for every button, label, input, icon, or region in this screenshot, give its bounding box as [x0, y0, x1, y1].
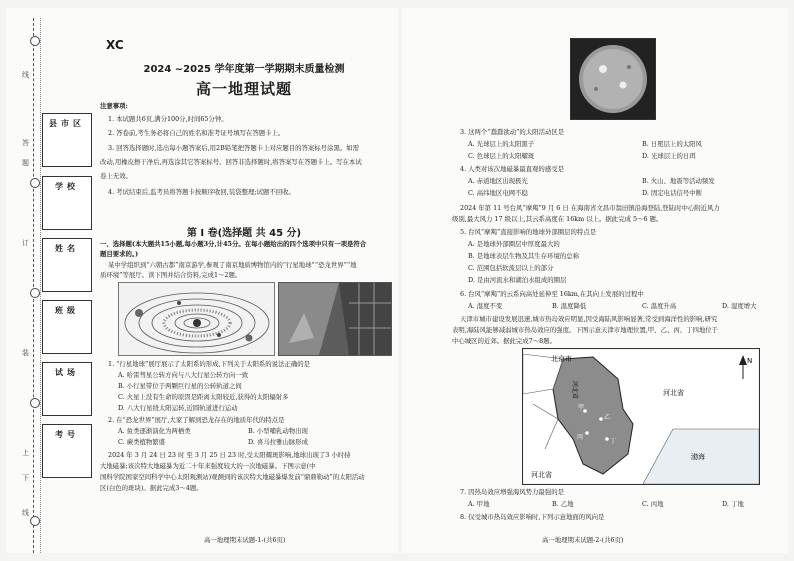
section-intro: 一、选择题(本大题共15小题,每小题3分,计45分。在每小题给出的四个选项中只有一项是符合 — [100, 240, 367, 248]
map-label-hebei: 河北省 — [663, 389, 684, 397]
q4-option: D. 固定电话信号中断 — [642, 189, 703, 197]
q2-option: C. 蕨类植物繁盛 — [118, 438, 166, 446]
exam-title: 2024 ~2025 学年度第一学期期末质量检测 — [143, 64, 345, 75]
map-label-beijing: 北京市 — [551, 355, 572, 363]
question-8: 8. 仅受城市热岛效应影响时,下列示意地面的风向是 — [460, 513, 605, 521]
binding-hole — [30, 178, 40, 188]
note-line: 2. 答卷前,考生务必将自己的姓名和准考证号填写在答题卡上。 — [108, 129, 285, 137]
passage-line: 某中学组织到“六朝古都”南京游学,参观了南京地质博物馆内的“行星地球”“恐龙世界”“地 — [108, 261, 357, 269]
note-line: 改动,用橡皮擦干净后,再选涂其它答案标号。回答非选择题时,将答案写在答题卡上。写在本试 — [100, 158, 362, 166]
page-right — [402, 8, 788, 553]
side-mark: 题 — [22, 159, 29, 167]
cut-line — [33, 18, 34, 553]
fold-line — [40, 18, 41, 553]
passage-line: 国科学院国家空间科学中心太阳观测站)观测到的该次特大地磁暴爆发前“鼎鼎勒动”的太阳活动 — [100, 473, 365, 481]
solar-activity-photo — [570, 38, 656, 120]
q3-option: A. 光球层上的太阳黑子 — [468, 140, 535, 148]
field-county[interactable]: 县市区 — [42, 113, 92, 167]
map-label-jia: 甲 — [578, 404, 585, 411]
q7-option: C. 丙地 — [642, 500, 664, 508]
q3-option: C. 色球层上的太阳耀斑 — [468, 152, 535, 160]
q4-option: B. 火山、地震等活动频发 — [642, 177, 715, 185]
q1-option: D. 八大行星绕太阳运转,近圆轨道进行运动 — [118, 404, 238, 412]
map-label-yi: 乙 — [604, 414, 611, 421]
q2-option: B. 小型哺乳动物出现 — [248, 427, 308, 435]
map-label-hebei: 河北省 — [571, 381, 578, 400]
binding-hole — [30, 288, 40, 298]
side-mark: 订 — [22, 239, 29, 247]
section-intro: 题目要求的。) — [100, 250, 139, 258]
q7-option: A. 甲地 — [468, 500, 490, 508]
north-label: N — [747, 357, 753, 365]
binding-strip — [16, 18, 96, 553]
passage-line: 级别,最大风力 17 级以上,其云系高度在 16km 以上。据此完成 5～6 题。 — [452, 215, 663, 223]
question-5: 5. 台风“摩羯”直接影响的地球外部圈层的特点是 — [460, 228, 597, 236]
passage-line: 质环境”等展厅。读下图并结合资料,完成1～2题。 — [100, 271, 242, 279]
line-char: 线 — [22, 71, 29, 79]
passage-line: 大地磁暴;该次特大地磁暴为近二十年来强度较大的一次地磁暴。下图示意(中 — [100, 462, 316, 470]
tianjin-map — [522, 348, 760, 485]
map-label-hebei: 河北省 — [531, 471, 552, 479]
passage-line: 区(白色的斑块)。据此完成3～4题。 — [100, 484, 203, 492]
question-3: 3. 这两个“蠢蠢欲动”的太阳活动区是 — [460, 128, 565, 136]
q1-option: B. 小行星带位于两颗巨行星的公转轨道之间 — [118, 382, 242, 390]
q6-option: C. 温度升高 — [642, 302, 677, 310]
q5-option: C. 范围包括软流层以上的部分 — [468, 264, 554, 272]
q6-option: A. 湿度不变 — [468, 302, 503, 310]
map-label-ding: 丁 — [610, 438, 617, 445]
note-line: 3. 回答选择题时,选出每小题答案后,用2B铅笔把答题卡上对应题目的答案标号涂黑。如需 — [108, 144, 360, 152]
q5-option: D. 是由河流水和湖泊水组成的圈层 — [468, 276, 567, 284]
side-mark: 装 — [22, 349, 29, 357]
solar-system-drawing — [119, 283, 274, 355]
passage-line: 表明,海陆风能够减弱城市热岛效应的强度。下图示意天津市地理位置,甲、乙、丙、丁四地位于 — [452, 326, 719, 334]
map-label-bohai: 渤海 — [691, 453, 705, 461]
q1-option: C. 火星上没有生命的原因是距离太阳较近,获得的太阳辐射多 — [118, 393, 289, 401]
passage-line: 2024 年第 11 号台风“摩羯”9 月 6 日 在海南省文昌市翁田镇沿海登陆,登陆时中心附近风力 — [460, 204, 720, 212]
page-footer: 高一地理期末试题-2-(共6页) — [542, 536, 624, 544]
q1-option: A. 哈雷彗星公转方向与八大行星公转方向一致 — [118, 371, 249, 379]
page-footer: 高一地理期末试题-1-(共6页) — [204, 536, 286, 544]
q6-option: D. 湿度增大 — [722, 302, 757, 310]
solar-system-figure — [118, 282, 275, 356]
passage-line: 天津市城市建设发展迅速,城市热岛效应明显,因受海陆风影响显著,常受到海洋性的影响,研究 — [460, 315, 718, 323]
passage-line: 2024 年 3 月 24 日 23 时 至 3 月 25 日 23 时,受太阳耀斑影响,地球出现了3 小时持 — [108, 451, 351, 459]
q7-option: B. 乙地 — [552, 500, 574, 508]
note-line: 卷上无效。 — [100, 172, 132, 180]
subject-title: 高一地理试题 — [195, 80, 292, 98]
q3-option: D. 光球层上的日珥 — [642, 152, 696, 160]
q4-option: C. 高纬地区电网不稳 — [468, 189, 528, 197]
page-left — [6, 8, 398, 553]
note-line: 1. 本试题共6页,满分100分,时间65分钟。 — [108, 115, 228, 123]
exam-tag: XC — [106, 38, 124, 52]
question-6: 6. 台风“摩羯”的云系向高处延伸至 16km,在其向上发展的过程中 — [460, 290, 644, 298]
field-room[interactable]: 试场 — [42, 362, 92, 416]
q5-option: A. 是地球外部圈层中厚度最大的 — [468, 240, 560, 248]
sun-drawing — [571, 39, 655, 119]
field-exam-number[interactable]: 考号 — [42, 424, 92, 478]
side-mark: 答 — [22, 139, 29, 147]
field-school[interactable]: 学校 — [42, 176, 92, 230]
tianjin-map-drawing — [523, 349, 759, 484]
binding-hole — [30, 516, 40, 526]
question-7: 7. 因热岛效应增强海风势力最强的是 — [460, 488, 564, 496]
binding-hole — [30, 398, 40, 408]
q6-option: B. 温度降低 — [552, 302, 587, 310]
passage-line: 中心城区的近郊。据此完成7～8题。 — [452, 337, 556, 345]
q7-option: D. 丁地 — [722, 500, 744, 508]
side-mark: 上 — [22, 449, 29, 457]
q3-option: B. 日冕层上的太阳风 — [642, 140, 702, 148]
map-label-bing: 丙 — [577, 434, 584, 441]
field-class[interactable]: 班级 — [42, 300, 92, 354]
q2-option: A. 鱼类逐渐演化为两栖类 — [118, 427, 191, 435]
dinosaur-fossil-photo — [278, 282, 392, 356]
section-title: 第 Ⅰ 卷(选择题 共 45 分) — [186, 228, 302, 239]
line-char: 线 — [22, 509, 29, 517]
cliff-drawing — [279, 283, 391, 355]
q5-option: B. 是地球表层生物及其生存环境的总称 — [468, 252, 580, 260]
side-mark: 下 — [22, 474, 29, 482]
binding-hole — [30, 36, 40, 46]
field-name[interactable]: 姓名 — [42, 238, 92, 292]
q4-option: A. 赤道地区出现极光 — [468, 177, 528, 185]
q2-option: D. 喜马拉雅山脉形成 — [248, 438, 309, 446]
note-line: 4. 考试结束后,监考员将答题卡按顺序收回,装袋整理;试题不回收。 — [108, 188, 295, 196]
notes-heading: 注意事项: — [100, 102, 128, 110]
question-1: 1. “行星地球”展厅展示了太阳系的形成,下列关于太阳系的说法正确的是 — [108, 360, 311, 368]
question-4: 4. 人类对该次地磁暴最直观的感受是 — [460, 165, 564, 173]
question-2: 2. 在“恐龙世界”展厅,大家了解到恐龙存在的地质年代的特点是 — [108, 416, 285, 424]
